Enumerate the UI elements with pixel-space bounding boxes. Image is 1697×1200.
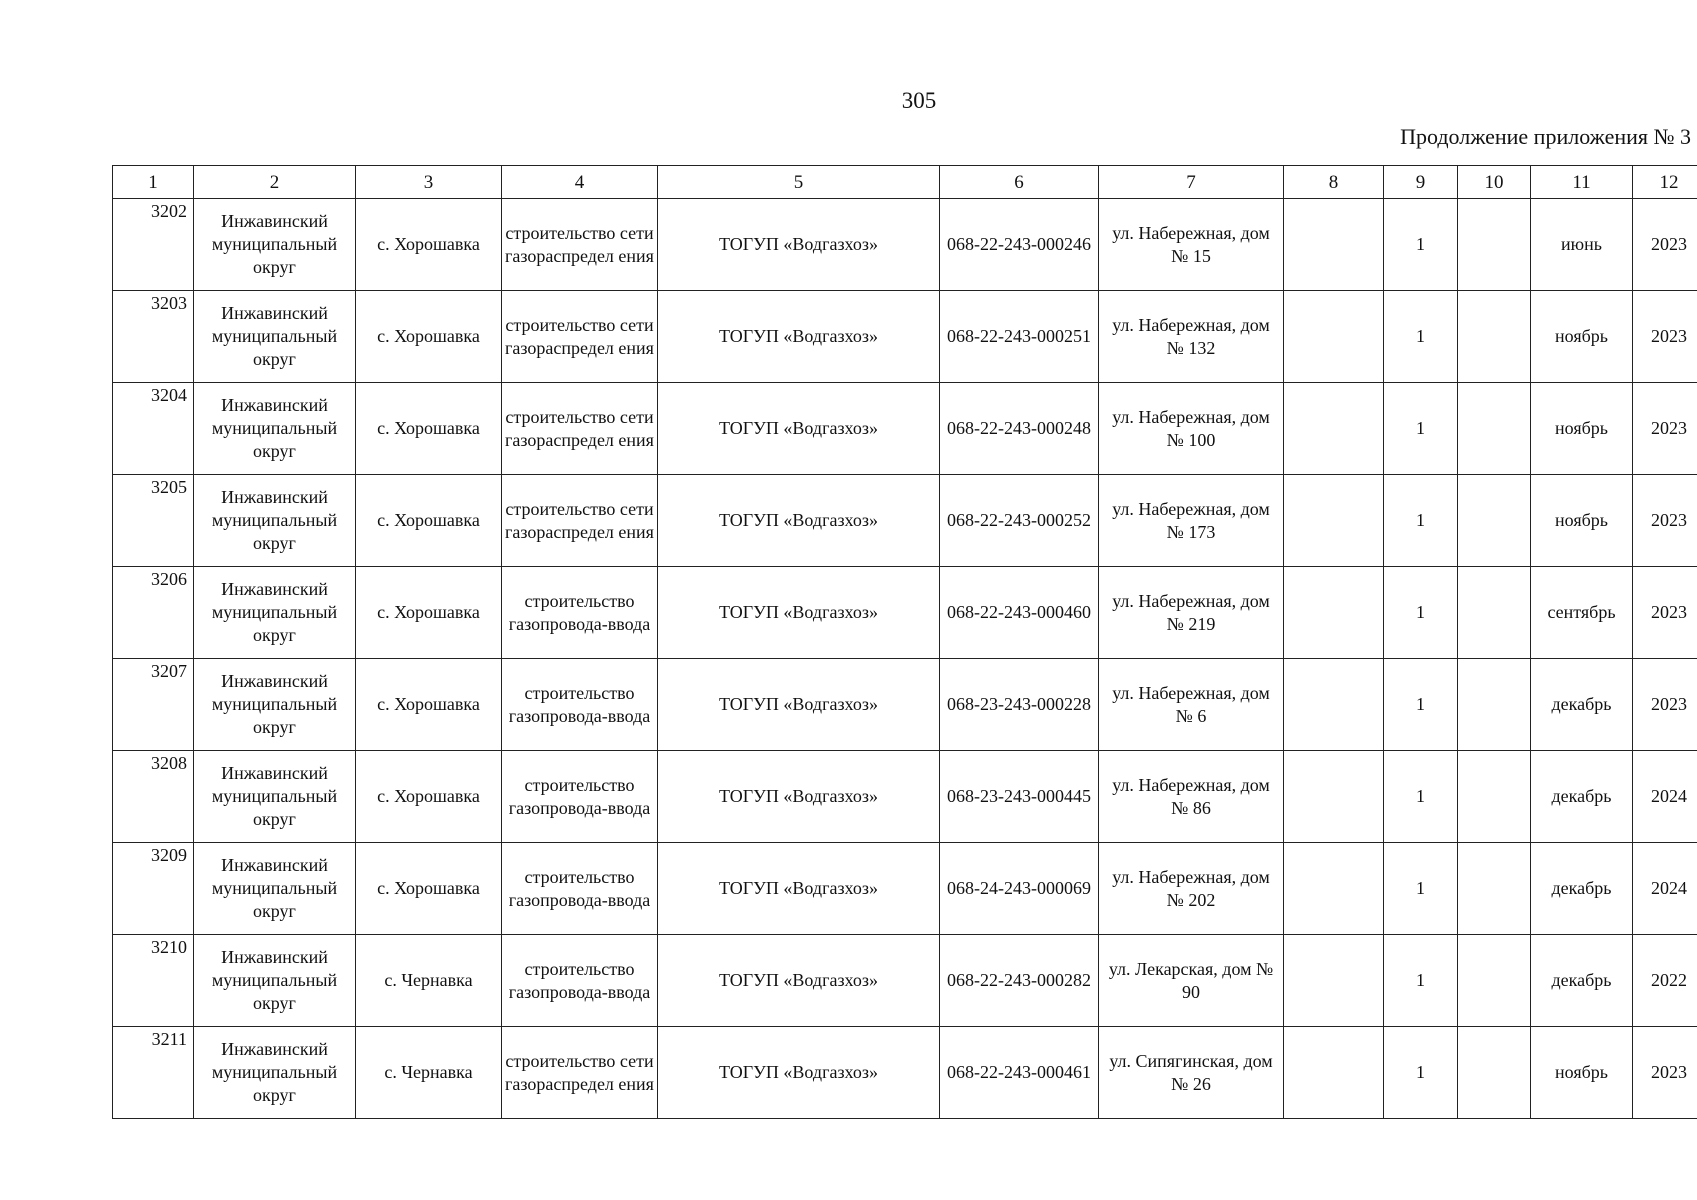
object-code-cell: 068-22-243-000251 — [940, 291, 1099, 383]
column-header: 3 — [356, 166, 502, 199]
organization-cell: ТОГУП «Водгазхоз» — [658, 291, 940, 383]
quantity-cell: 1 — [1384, 383, 1458, 475]
locality-cell: с. Хорошавка — [356, 659, 502, 751]
column-header: 11 — [1531, 166, 1633, 199]
row-number: 3205 — [113, 475, 194, 567]
district-cell: Инжавинский муниципальный округ — [194, 843, 356, 935]
column-header: 5 — [658, 166, 940, 199]
year-cell: 2023 — [1633, 291, 1697, 383]
object-code-cell: 068-23-243-000445 — [940, 751, 1099, 843]
column-10-cell — [1458, 291, 1531, 383]
quantity-cell: 1 — [1384, 751, 1458, 843]
column-8-cell — [1284, 1027, 1384, 1119]
locality-cell: с. Чернавка — [356, 1027, 502, 1119]
row-number: 3206 — [113, 567, 194, 659]
organization-cell: ТОГУП «Водгазхоз» — [658, 199, 940, 291]
quantity-cell: 1 — [1384, 935, 1458, 1027]
column-10-cell — [1458, 199, 1531, 291]
locality-cell: с. Хорошавка — [356, 751, 502, 843]
row-number: 3209 — [113, 843, 194, 935]
district-cell: Инжавинский муниципальный округ — [194, 567, 356, 659]
column-header: 6 — [940, 166, 1099, 199]
column-10-cell — [1458, 751, 1531, 843]
district-cell: Инжавинский муниципальный округ — [194, 659, 356, 751]
year-cell: 2024 — [1633, 751, 1697, 843]
row-number: 3211 — [113, 1027, 194, 1119]
organization-cell: ТОГУП «Водгазхоз» — [658, 659, 940, 751]
work-type-cell: строительство сети газораспредел ения — [502, 1027, 658, 1119]
work-type-cell: строительство газопровода-ввода — [502, 843, 658, 935]
district-cell: Инжавинский муниципальный округ — [194, 199, 356, 291]
column-10-cell — [1458, 935, 1531, 1027]
month-cell: декабрь — [1531, 751, 1633, 843]
table-row — [113, 935, 1697, 1027]
header-row — [113, 166, 1697, 199]
column-10-cell — [1458, 1027, 1531, 1119]
table-row — [113, 383, 1697, 475]
object-code-cell: 068-22-243-000248 — [940, 383, 1099, 475]
table-row — [113, 291, 1697, 383]
column-header: 10 — [1458, 166, 1531, 199]
quantity-cell: 1 — [1384, 567, 1458, 659]
district-cell: Инжавинский муниципальный округ — [194, 383, 356, 475]
quantity-cell: 1 — [1384, 199, 1458, 291]
organization-cell: ТОГУП «Водгазхоз» — [658, 383, 940, 475]
column-8-cell — [1284, 935, 1384, 1027]
column-8-cell — [1284, 199, 1384, 291]
row-number: 3207 — [113, 659, 194, 751]
month-cell: декабрь — [1531, 935, 1633, 1027]
work-type-cell: строительство газопровода-ввода — [502, 935, 658, 1027]
month-cell: сентябрь — [1531, 567, 1633, 659]
year-cell: 2023 — [1633, 199, 1697, 291]
month-cell: ноябрь — [1531, 291, 1633, 383]
locality-cell: с. Хорошавка — [356, 475, 502, 567]
object-code-cell: 068-24-243-000069 — [940, 843, 1099, 935]
address-cell: ул. Набережная, дом № 173 — [1099, 475, 1284, 567]
locality-cell: с. Хорошавка — [356, 291, 502, 383]
year-cell: 2023 — [1633, 567, 1697, 659]
district-cell: Инжавинский муниципальный округ — [194, 475, 356, 567]
address-cell: ул. Набережная, дом № 219 — [1099, 567, 1284, 659]
column-header: 8 — [1284, 166, 1384, 199]
month-cell: ноябрь — [1531, 383, 1633, 475]
address-cell: ул. Набережная, дом № 15 — [1099, 199, 1284, 291]
column-8-cell — [1284, 659, 1384, 751]
column-8-cell — [1284, 291, 1384, 383]
locality-cell: с. Чернавка — [356, 935, 502, 1027]
organization-cell: ТОГУП «Водгазхоз» — [658, 935, 940, 1027]
object-code-cell: 068-22-243-000252 — [940, 475, 1099, 567]
table-row — [113, 567, 1697, 659]
address-cell: ул. Набережная, дом № 132 — [1099, 291, 1284, 383]
row-number: 3203 — [113, 291, 194, 383]
address-cell: ул. Набережная, дом № 6 — [1099, 659, 1284, 751]
year-cell: 2022 — [1633, 935, 1697, 1027]
object-code-cell: 068-22-243-000246 — [940, 199, 1099, 291]
data-table — [112, 165, 1697, 1119]
column-10-cell — [1458, 843, 1531, 935]
work-type-cell: строительство газопровода-ввода — [502, 567, 658, 659]
column-header: 2 — [194, 166, 356, 199]
column-header: 9 — [1384, 166, 1458, 199]
table-row — [113, 1027, 1697, 1119]
row-number: 3204 — [113, 383, 194, 475]
object-code-cell: 068-22-243-000461 — [940, 1027, 1099, 1119]
district-cell: Инжавинский муниципальный округ — [194, 751, 356, 843]
continuation-title: Продолжение приложения № 3 — [1400, 124, 1691, 149]
row-number: 3210 — [113, 935, 194, 1027]
column-8-cell — [1284, 475, 1384, 567]
address-cell: ул. Сипягинская, дом № 26 — [1099, 1027, 1284, 1119]
work-type-cell: строительство газопровода-ввода — [502, 751, 658, 843]
column-10-cell — [1458, 659, 1531, 751]
column-header: 12 — [1633, 166, 1697, 199]
row-number: 3208 — [113, 751, 194, 843]
district-cell: Инжавинский муниципальный округ — [194, 291, 356, 383]
table-body — [113, 199, 1697, 1119]
object-code-cell: 068-22-243-000460 — [940, 567, 1099, 659]
address-cell: ул. Набережная, дом № 86 — [1099, 751, 1284, 843]
quantity-cell: 1 — [1384, 1027, 1458, 1119]
work-type-cell: строительство сети газораспредел ения — [502, 199, 658, 291]
column-header: 1 — [113, 166, 194, 199]
year-cell: 2023 — [1633, 1027, 1697, 1119]
column-8-cell — [1284, 843, 1384, 935]
address-cell: ул. Набережная, дом № 202 — [1099, 843, 1284, 935]
work-type-cell: строительство сети газораспредел ения — [502, 475, 658, 567]
month-cell: декабрь — [1531, 659, 1633, 751]
month-cell: ноябрь — [1531, 1027, 1633, 1119]
work-type-cell: строительство сети газораспредел ения — [502, 291, 658, 383]
work-type-cell: строительство газопровода-ввода — [502, 659, 658, 751]
row-number: 3202 — [113, 199, 194, 291]
district-cell: Инжавинский муниципальный округ — [194, 935, 356, 1027]
district-cell: Инжавинский муниципальный округ — [194, 1027, 356, 1119]
table-row — [113, 751, 1697, 843]
table-row — [113, 475, 1697, 567]
month-cell: декабрь — [1531, 843, 1633, 935]
month-cell: ноябрь — [1531, 475, 1633, 567]
table-row — [113, 199, 1697, 291]
locality-cell: с. Хорошавка — [356, 199, 502, 291]
address-cell: ул. Набережная, дом № 100 — [1099, 383, 1284, 475]
object-code-cell: 068-22-243-000282 — [940, 935, 1099, 1027]
organization-cell: ТОГУП «Водгазхоз» — [658, 475, 940, 567]
column-8-cell — [1284, 383, 1384, 475]
locality-cell: с. Хорошавка — [356, 843, 502, 935]
table-row — [113, 843, 1697, 935]
organization-cell: ТОГУП «Водгазхоз» — [658, 751, 940, 843]
organization-cell: ТОГУП «Водгазхоз» — [658, 843, 940, 935]
organization-cell: ТОГУП «Водгазхоз» — [658, 567, 940, 659]
column-8-cell — [1284, 567, 1384, 659]
column-header: 4 — [502, 166, 658, 199]
quantity-cell: 1 — [1384, 843, 1458, 935]
address-cell: ул. Лекарская, дом № 90 — [1099, 935, 1284, 1027]
year-cell: 2024 — [1633, 843, 1697, 935]
column-header: 7 — [1099, 166, 1284, 199]
column-10-cell — [1458, 567, 1531, 659]
column-10-cell — [1458, 475, 1531, 567]
month-cell: июнь — [1531, 199, 1633, 291]
object-code-cell: 068-23-243-000228 — [940, 659, 1099, 751]
column-10-cell — [1458, 383, 1531, 475]
quantity-cell: 1 — [1384, 291, 1458, 383]
page-number: 305 — [901, 88, 937, 113]
locality-cell: с. Хорошавка — [356, 383, 502, 475]
year-cell: 2023 — [1633, 383, 1697, 475]
quantity-cell: 1 — [1384, 475, 1458, 567]
organization-cell: ТОГУП «Водгазхоз» — [658, 1027, 940, 1119]
table-row — [113, 659, 1697, 751]
year-cell: 2023 — [1633, 659, 1697, 751]
work-type-cell: строительство сети газораспредел ения — [502, 383, 658, 475]
quantity-cell: 1 — [1384, 659, 1458, 751]
locality-cell: с. Хорошавка — [356, 567, 502, 659]
column-8-cell — [1284, 751, 1384, 843]
year-cell: 2023 — [1633, 475, 1697, 567]
